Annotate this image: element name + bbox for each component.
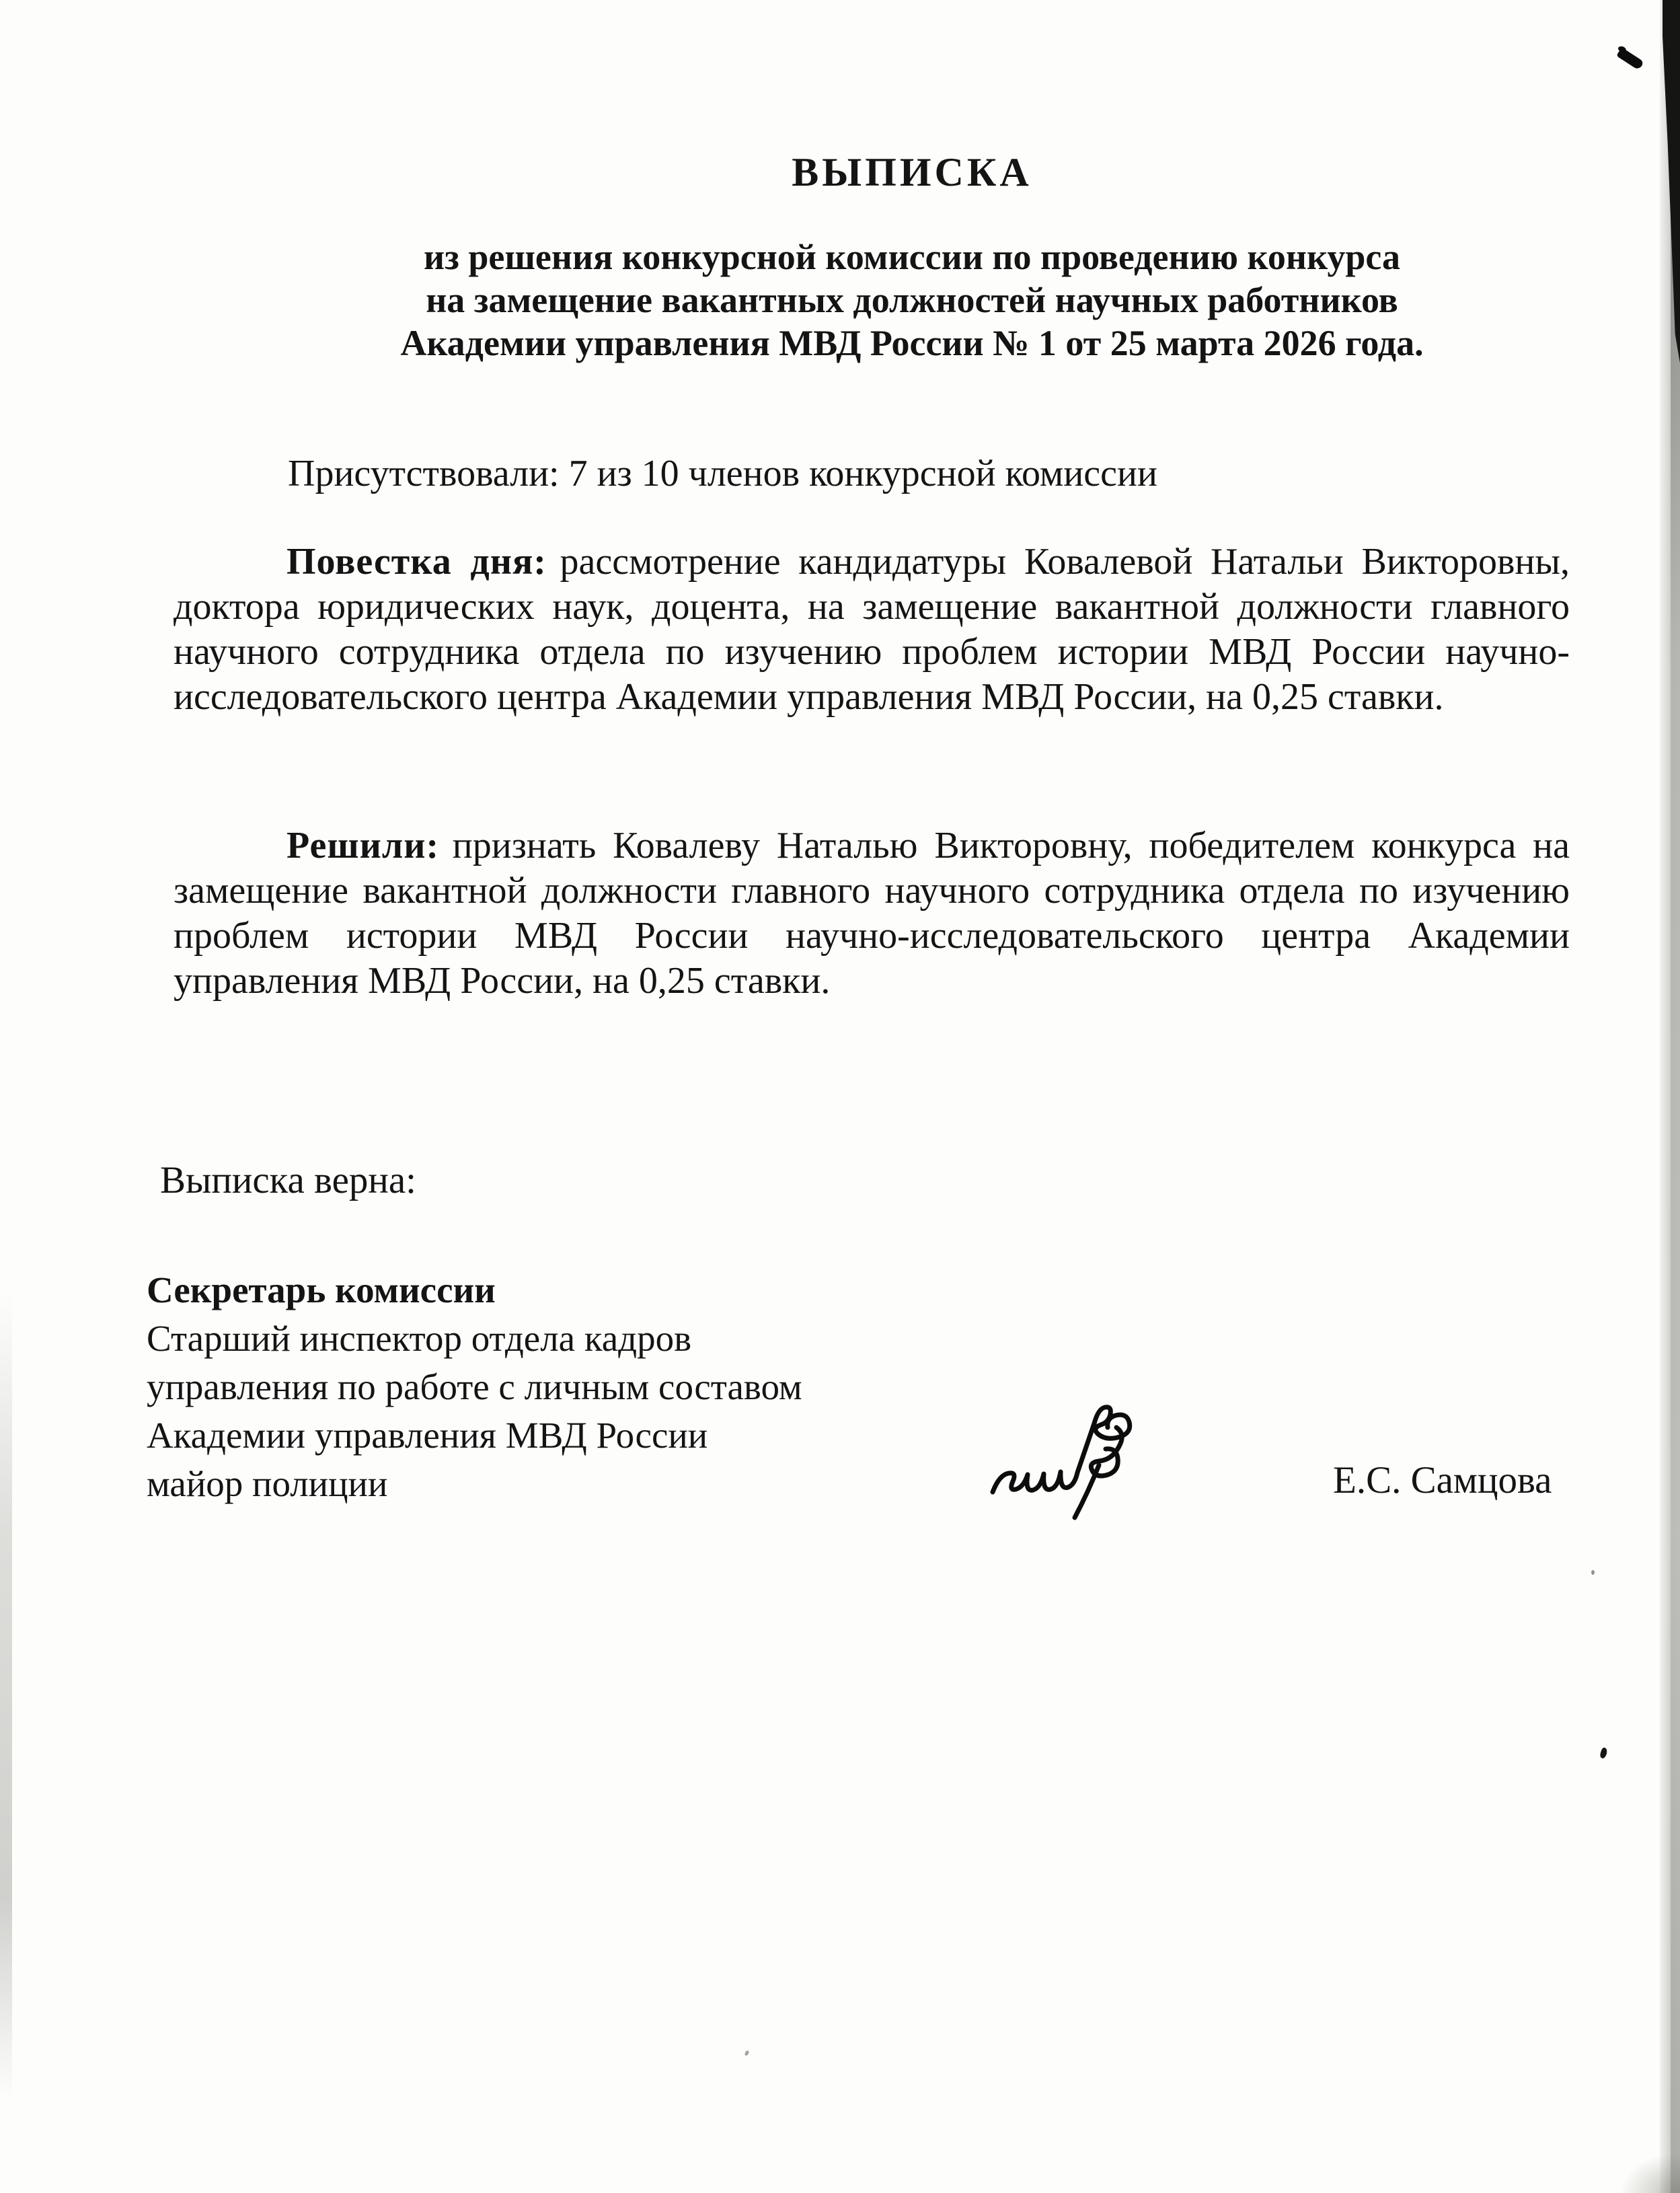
signer-name: Е.С. Самцова (1333, 1459, 1552, 1501)
signer-position-line: Академии управления МВД России (147, 1415, 708, 1456)
ink-speck (1591, 1570, 1595, 1575)
ink-speck (744, 2050, 749, 2056)
signer-position-line: Старший инспектор отдела кадров (147, 1318, 692, 1359)
signer-position-line: управления по работе с личным составом (147, 1366, 802, 1407)
document-subtitle (307, 235, 1517, 365)
handwritten-signature (983, 1384, 1158, 1539)
subtitle-line: Академии управления МВД России № 1 от 25 марта 2026 года. (400, 323, 1424, 363)
decision-text: признать Ковалеву Наталью Викторовну, победителем конкурса на замещение вакантной должности главного научного сотрудника отдела по изучению проблем истории МВД России научно-исследовательского центра Академии управления МВД России, на 0,25 ставки. (174, 825, 1570, 1002)
agenda-label: Повестка дня: (287, 541, 547, 583)
scan-edge-left-band (0, 1292, 12, 2099)
subtitle-line: из решения конкурсной комиссии по проведению конкурса (424, 237, 1400, 277)
attendance-line: Присутствовали: 7 из 10 членов конкурсной комиссии (288, 453, 1157, 494)
signer-position-line: майор полиции (147, 1463, 388, 1504)
signer-role: Секретарь комиссии (147, 1269, 496, 1310)
decision-label: Решили: (287, 825, 440, 866)
agenda-text: рассмотрение кандидатуры Ковалевой Натальи Викторовны, доктора юридических наук, доцента, на замещение вакантной должности главного научного сотрудника отдела по изучению проблем истории МВД России научно-исследовательского центра Академии управления МВД России, на 0,25 ставки. (174, 541, 1570, 718)
scan-corner-smudge (1619, 2153, 1680, 2193)
certification-line: Выписка верна: (160, 1159, 417, 1201)
ink-speck (1599, 1747, 1609, 1759)
subtitle-line: на замещение вакантных должностей научных работников (426, 280, 1398, 320)
signature-block (147, 1266, 802, 1508)
agenda-paragraph (174, 540, 1570, 720)
decision-paragraph (174, 823, 1570, 1004)
pen-mark (1616, 47, 1644, 70)
document-title: ВЫПИСКА (792, 150, 1032, 194)
